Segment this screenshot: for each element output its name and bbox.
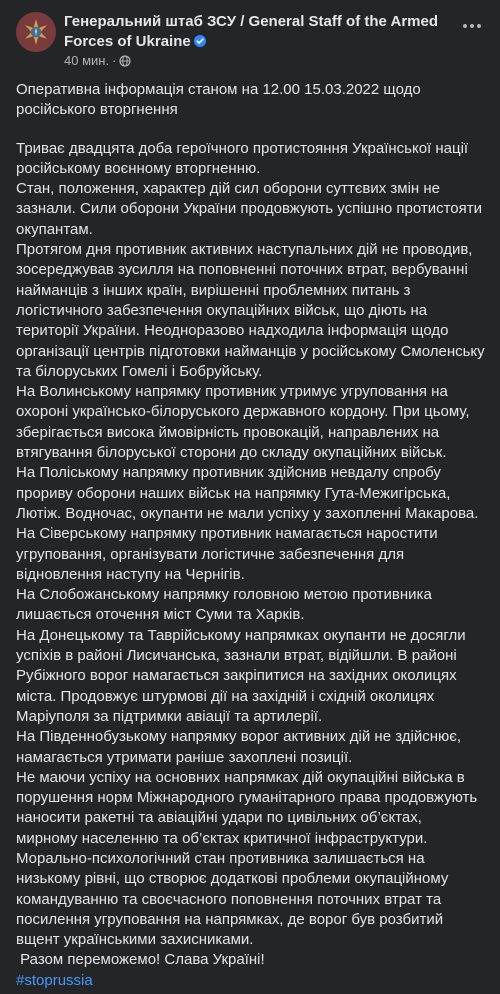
post-paragraph: Разом переможемо! Слава Україні! (16, 951, 265, 969)
verified-badge-icon (194, 35, 206, 47)
more-options-icon (463, 24, 467, 28)
post-paragraph: Не маючи успіху на основних напрямках дій окупаційні війська в порушення норм Міжнародного гуманітарного права продовжують наносити ракетні та авіаційні удари по цивільних об’єктах, мирному населенню та об’єктах критичної інфраструктури. (16, 768, 478, 847)
post-body (16, 80, 486, 991)
post-paragraph: Протягом дня противник активних наступальних дій не проводив, зосереджував зусилля на поповненні поточних втрат, вербуванні найманців з інших країн, вирішенні проблемних питань з логістичного забезпечення окупаційних військ, що діють на території України. Неодноразово надходила інформація щодо організації центрів підготовки найманців у російському Смоленську та білоруських Гомелі і Бобруйську. (16, 241, 485, 380)
post-paragraph: Стан, положення, характер дій сил оборони суттєвих змін не зазнали. Сили оборони України продовжують успішно протистояти окупантам. (16, 180, 483, 238)
post-paragraph: На Волинському напрямку противник утримує угруповання на охороні українсько-білоруського державного кордону. При цьому, зберігається висока ймовірність провокацій, направлених на втягування білоруської сторони до складу окупаційних військ. (16, 383, 470, 462)
general-staff-emblem-icon (16, 12, 56, 52)
post-paragraph: Триває двадцята доба героїчного протистояння Української нації російському воєнному вторгненню. (16, 139, 469, 177)
more-options-dot (477, 24, 481, 28)
meta-separator: · (112, 53, 117, 68)
page-name-link[interactable] (64, 12, 444, 52)
post-header (16, 10, 486, 66)
post-paragraph: На Сіверському напрямку противник намагається наростити угруповання, організувати логістичне забезпечення для відновлення наступу на Чернігів. (16, 525, 438, 583)
post-meta (64, 53, 131, 69)
post-paragraph: На Донецькому та Таврійському напрямках окупанти не досягли успіхів в районі Лисичанська, зазнали втрат, відійшли. В районі Рубіжного ворог намагається закріпитися на західних околицях міста. Продовжує штурмові дії на західній і східній околицях Маріуполя за підтримки авіації та артилерії. (16, 626, 466, 725)
more-options-button[interactable] (458, 16, 486, 36)
page-avatar[interactable] (16, 12, 56, 52)
globe-icon (119, 55, 131, 67)
post-timestamp[interactable]: 40 мин. (64, 53, 110, 68)
post-paragraph: На Слобожанському напрямку головною метою противника лишається оточення міст Суми та Харків. (16, 586, 432, 624)
page-name[interactable]: Генеральний штаб ЗСУ / General Staff of the Armed Forces of Ukraine (64, 13, 439, 50)
hashtag-link[interactable]: #stoprussia (16, 971, 93, 989)
post-paragraph: На Південнобузькому напрямку ворог активних дій не здійснює, намагається утримати раніше захоплені позиції. (16, 728, 462, 766)
post-paragraph: На Поліському напрямку противник здійснив невдалу спробу прориву оборони наших військ на напрямку Гута-Межигірська, Лютіж. Водночас, окупанти не мали успіху у захопленні Макарова. (16, 464, 479, 522)
more-options-dot (470, 24, 474, 28)
post-paragraph: Морально-психологічний стан противника залишається на низькому рівні, що створює додаткові проблеми окупаційному командуванню та своєчасного поповнення поточних втрат та посилення угруповання на напрямках, де ворог був розбитий вщент українськими захисниками. (16, 849, 449, 949)
post-intro: Оперативна інформація станом на 12.00 15.03.2022 щодо російського вторгнення (16, 81, 421, 119)
